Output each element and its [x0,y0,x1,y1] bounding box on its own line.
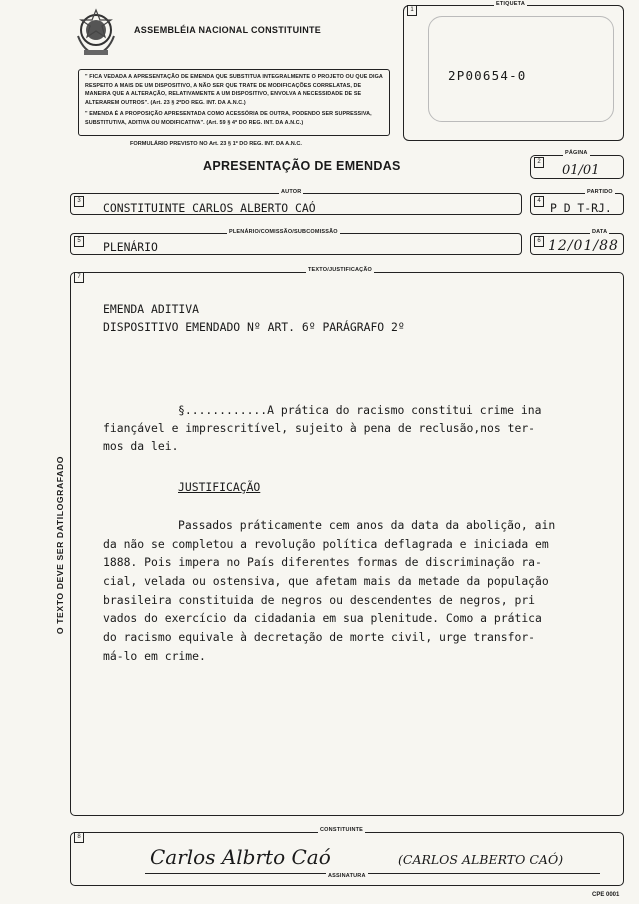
data-value: 12/01/88 [548,238,619,254]
justification-line: 1888. Pois impera no País diferentes formas de discriminação ra- [103,555,542,569]
justification-line: má-lo em crime. [103,649,206,663]
plenario-label: PLENÁRIO/COMISSÃO/SUBCOMISSÃO [229,229,338,235]
dispositivo-line: DISPOSITIVO EMENDADO Nº ART. 6º PARÁGRAFO 2º [103,320,405,334]
signature-line [145,873,600,874]
etiqueta-value: 2P00654-0 [448,68,527,83]
side-note: O TEXTO DEVE SER DATILOGRAFADO [55,455,65,635]
assinatura-label: ASSINATURA [328,873,366,879]
autor-value: CONSTITUINTE CARLOS ALBERTO CAÓ [103,201,316,215]
amendment-line: fiançável e imprescritível, sujeito à pena de reclusão,nos ter- [103,421,536,435]
assembly-name: ASSEMBLÉIA NACIONAL CONSTITUINTE [134,25,322,35]
constituinte-label: CONSTITUINTE [320,827,364,833]
plenario-value: PLENÁRIO [103,240,158,254]
signature: Carlos Albrto Caó [150,845,331,869]
partido-label: PARTIDO [587,189,613,195]
justification-line: brasileira constituida de negros ou descendentes de negros, pri [103,593,536,607]
data-number: 6 [534,236,544,247]
texto-number: 7 [74,272,84,283]
partido-value: P D T-RJ. [550,201,612,215]
autor-label: AUTOR [281,189,302,195]
notice-1: " FICA VEDADA A APRESENTAÇÃO DE EMENDA QUE SUBSTITUA INTEGRALMENTE O PROJETO OU QUE DIGA RESPEITO A MAIS DE UM DISPOSITIVO, A NÃO SER QUE TRATE DE MODIFICAÇÕES CORRELATAS, DE MANEIRA QUE A ALTERAÇÃO, RELATIVAMENTE A UM DISPOSITIVO, ENVOLVA A NECESSIDADE DE SE ALTERAREM OUTROS". (Art. 23 § 2ºDO REG. INT. DA A.N.C.) [85,74,383,106]
pagina-label: PÁGINA [565,150,588,156]
etiqueta-label: ETIQUETA [496,1,525,7]
amendment-line: §............A prática do racismo constitui crime ina [178,403,542,417]
justification-heading: JUSTIFICAÇÃO [178,480,261,494]
coat-of-arms-icon [70,6,122,58]
footer-code: CPE 0001 [592,892,620,898]
form-note: FORMULÁRIO PREVISTO NO Art. 23 § 1º DO REG. INT. DA A.N.C. [130,141,302,147]
printed-name: (CARLOS ALBERTO CAÓ) [398,852,564,867]
pagina-value: 01/01 [562,163,600,178]
constituinte-number: 8 [74,832,84,843]
pagina-number: 2 [534,157,544,168]
justification-line: da não se completou a revolução política deflagrada e iniciada em [103,537,549,551]
partido-number: 4 [534,196,544,207]
plenario-number: 5 [74,236,84,247]
amendment-type: EMENDA ADITIVA [103,302,200,316]
justification-line: vados do exercício da cidadania em sua plenitude. Como a prática [103,611,542,625]
autor-number: 3 [74,196,84,207]
justification-line: Passados práticamente cem anos da data da abolição, ain [178,518,556,532]
amendment-line: mos da lei. [103,439,179,453]
justification-line: do racismo equivale à decretação de morte civil, urge transfor- [103,630,536,644]
notice-2: " EMENDA É A PROPOSIÇÃO APRESENTADA COMO ACESSÓRIA DE OUTRA, PODENDO SER SUPRESSIVA, SUBSTITUTIVA, ADITIVA OU MODIFICATIVA". (Art. 59 § 4º DO REG. INT. DA A.N.C.) [85,111,372,126]
notice-box [78,69,390,136]
etiqueta-number: 1 [407,5,417,16]
justification-line: cial, velada ou ostensiva, que afetam mais da metade da população [103,574,549,588]
texto-label: TEXTO/JUSTIFICAÇÃO [308,267,373,273]
data-label: DATA [592,229,608,235]
form-title: APRESENTAÇÃO DE EMENDAS [203,159,401,173]
